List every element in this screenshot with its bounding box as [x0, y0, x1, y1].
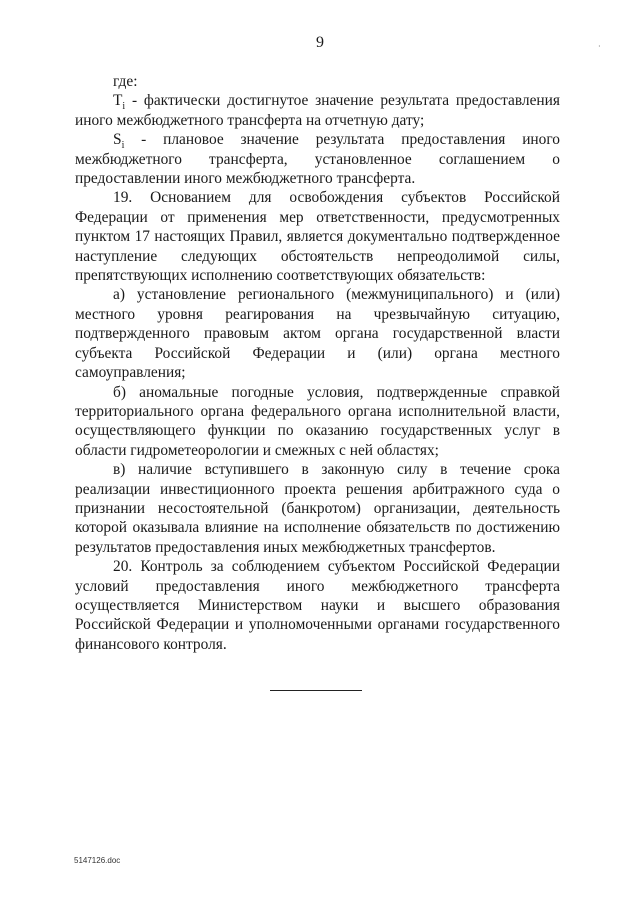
ti-subscript: i	[122, 101, 126, 113]
paragraph-19-a: а) установление регионального (межмуниципального) и (или) местного уровня реагирования на чрезвычайную ситуацию, подтвержденного правовым актом органа государственной власти субъекта Российской Федерации и (или) органа местного самоуправления;	[75, 286, 560, 382]
corner-mark: ·	[598, 42, 601, 51]
paragraph-si-definition	[75, 130, 560, 188]
footer-file-code: 5147126.doc	[74, 856, 121, 865]
paragraph-19-v: в) наличие вступившего в законную силу в течение срока реализации инвестиционного проекта решения арбитражного суда о признании несостоятельной (банкротом) организации, деятельность которой оказывала влияние на исполнение обязательств по достижению результатов предоставления иных межбюджетных трансфертов.	[75, 461, 560, 556]
paragraph-19: 19. Основанием для освобождения субъектов Российской Федерации от применения мер ответственности, предусмотренных пунктом 17 настоящих Правил, является документально подтвержденное наступление следующих обстоятельств непреодолимой силы, препятствующих исполнению соответствующих обязательств:	[75, 189, 560, 285]
paragraph-19-b: б) аномальные погодные условия, подтвержденные справкой территориального органа федерального органа исполнительной власти, осуществляющего функции по оказанию государственных услуг в области гидрометеорологии и смежных с ней областях;	[75, 383, 560, 459]
end-of-document-rule	[270, 690, 362, 691]
ti-symbol: T	[113, 92, 123, 110]
si-text: - плановое значение результата предоставления иного межбюджетного трансферта, установленное соглашением о предоставлении иного межбюджетного трансферта.	[75, 131, 560, 188]
si-subscript: i	[121, 140, 125, 152]
paragraph-ti-definition	[75, 91, 560, 130]
paragraph-where: где:	[113, 73, 138, 90]
si-symbol: S	[113, 131, 122, 149]
page-number: 9	[316, 34, 324, 51]
paragraph-20: 20. Контроль за соблюдением субъектом Российской Федерации условий предоставления иного межбюджетного трансферта осуществляется Министерством науки и высшего образования Российской Федерации и уполномоченными органами государственного финансового контроля.	[75, 558, 560, 653]
document-body	[75, 72, 560, 654]
ti-text: - фактически достигнутое значение результата предоставления иного межбюджетного трансферта на отчетную дату;	[75, 92, 560, 129]
